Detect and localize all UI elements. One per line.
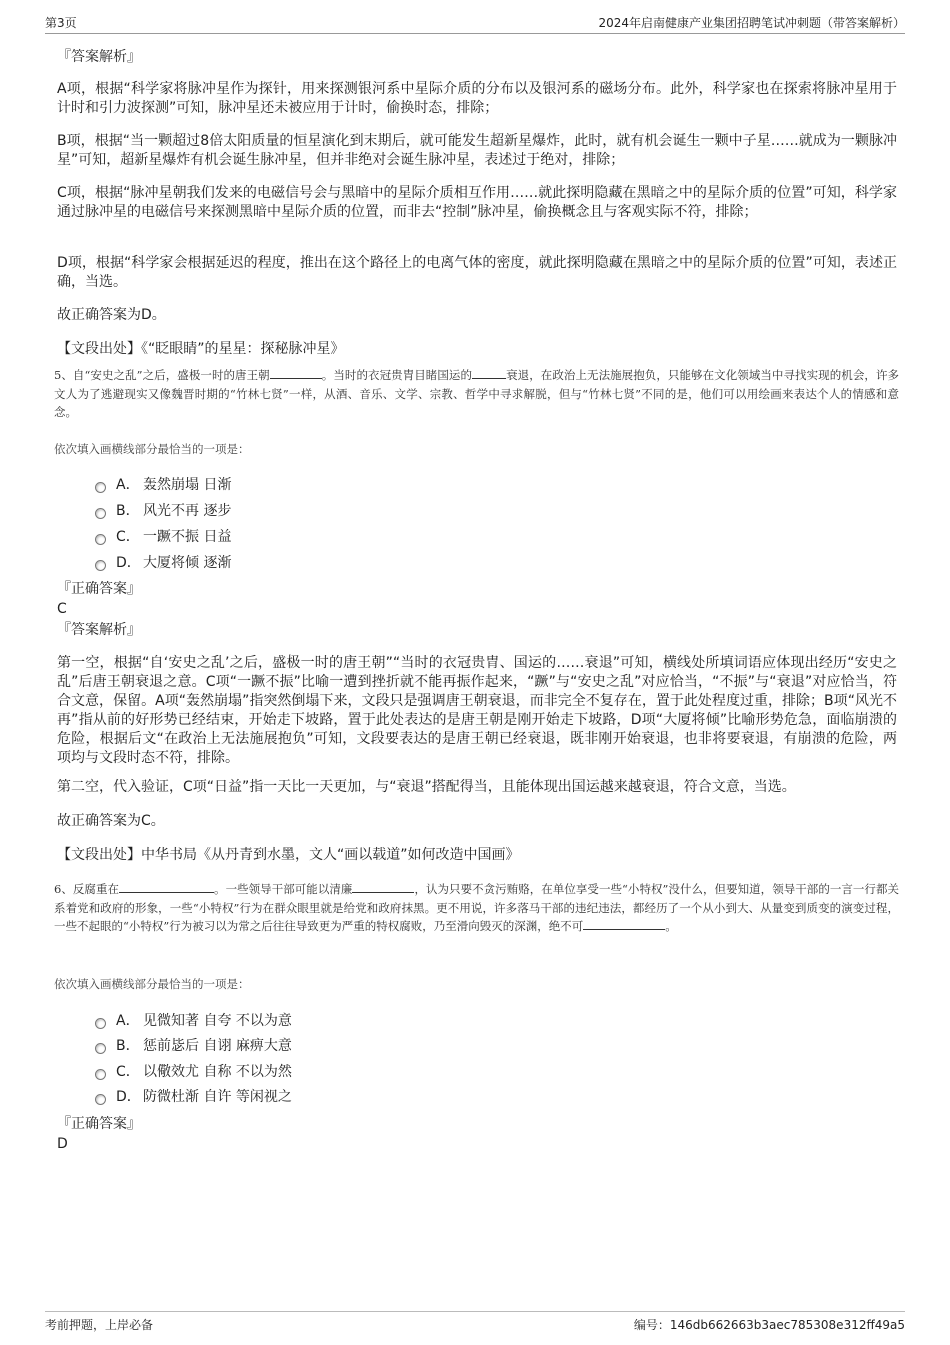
radio-icon[interactable] [95, 1069, 106, 1080]
answer-explanation-tag: 『答案解析』 [57, 49, 141, 65]
page-footer [45, 1311, 905, 1333]
blank-1 [119, 881, 214, 893]
q5-option-d[interactable]: D． 大厦将倾 逐渐 [95, 552, 231, 572]
question-6-prompt: 依次填入画横线部分最恰当的一项是： [54, 977, 250, 991]
correct-answer-value: D [57, 1136, 68, 1152]
footer-slogan: 考前押题，上岸必备 [45, 1318, 154, 1332]
blank-3 [583, 918, 665, 930]
explanation-option-b: B项，根据“当一颗超过8倍太阳质量的恒星演化到末期后，就可能发生超新星爆炸，此时，就有机会诞生一颗中子星……就成为一颗脉冲星”可知，超新星爆炸有机会诞生脉冲星，但并非绝对会诞生脉冲星，表述过于绝对，排除； [57, 133, 897, 168]
q6-option-b[interactable]: B． 惩前毖后 自诩 麻痹大意 [95, 1035, 292, 1055]
correct-answer-statement: 故正确答案为C。 [57, 813, 165, 829]
radio-icon[interactable] [95, 1018, 106, 1029]
correct-answer-value: C [57, 601, 67, 617]
q5-option-a[interactable]: A． 轰然崩塌 日渐 [95, 474, 231, 494]
explanation-option-d: D项，根据“科学家会根据延迟的程度，推出在这个路径上的电离气体的密度，就此探明隐藏在黑暗之中的星际介质的位置”可知，表述正确，当选。 [57, 255, 897, 290]
explanation-blank-1: 第一空，根据“自‘安史之乱’之后，盛极一时的唐王朝”“当时的衣冠贵胄、国运的……衰退”可知，横线处所填词语应体现出经历“安史之乱”后唐王朝衰退之意。C项“一蹶不振”比喻一遭到挫折就不能再振作起来，“蹶”与“安史之乱”对应恰当，“不振”与“衰退”对应恰当，符合文意，保留。A项“轰然崩塌”指突然倒塌下来，文段只是强调唐王朝衰退，而非完全不复存在，置于此处程度过重，排除；B项“风光不再”指从前的好形势已经结束，开始走下坡路，置于此处表达的是唐王朝是刚开始走下坡路，D项“大厦将倾”比喻形势危急，面临崩溃的危险，根据后文“在政治上无法施展抱负”可知，文段要表达的是唐王朝已经衰退，既非刚开始衰退，也非将要衰退，有崩溃的危险，两项均与文段时态不符，排除。 [57, 655, 897, 766]
q6-option-c[interactable]: C． 以儆效尤 自称 不以为然 [95, 1061, 292, 1081]
radio-icon[interactable] [95, 1094, 106, 1105]
radio-icon[interactable] [95, 560, 106, 571]
question-6-text: 6、反腐重在 。一些领导干部可能以清廉 ，认为只要不贪污贿赂，在单位享受一些“小特权”没什么，但要知道，领导干部的一言一行都关系着党和政府的形象，一些“小特权”行为在群众眼里就是给党和政府抹黑。更不用说，许多落马干部的违纪违法，都经历了一个从小到大、从量变到质变的演变过程，一些不起眼的“小特权”行为被习以为常之后往往导致更为严重的特权腐败，乃至滑向毁灭的深渊，绝不可 。 [54, 882, 899, 933]
radio-icon[interactable] [95, 534, 106, 545]
explanation-option-c: C项，根据“脉冲星朝我们发来的电磁信号会与黑暗中的星际介质相互作用……就此探明隐藏在黑暗之中的星际介质的位置”可知，科学家通过脉冲星的电磁信号来探测黑暗中星际介质的位置，而非去“控制”脉冲星，偷换概念且与客观实际不符，排除； [57, 185, 897, 220]
passage-source: 【文段出处】中华书局《从丹青到水墨，文人“画以载道”如何改造中国画》 [57, 847, 520, 863]
page-number: 第3页 [45, 16, 77, 30]
blank-2 [472, 367, 506, 379]
page-header [45, 14, 905, 34]
blank-1 [270, 367, 322, 379]
passage-source: 【文段出处】《“眨眼睛”的星星：探秘脉冲星》 [57, 341, 345, 357]
correct-answer-statement: 故正确答案为D。 [57, 307, 166, 323]
document-id: 编号：146db662663b3aec785308e312ff49a5 [633, 1318, 905, 1332]
explanation-option-a: A项，根据“科学家将脉冲星作为探针，用来探测银河系中星际介质的分布以及银河系的磁场分布。此外，科学家也在探索将脉冲星用于计时和引力波探测”可知，脉冲星还未被应用于计时，偷换时态，排除； [57, 81, 897, 116]
document-title: 2024年启南健康产业集团招聘笔试冲刺题（带答案解析） [598, 16, 905, 30]
q6-option-d[interactable]: D． 防微杜渐 自许 等闲视之 [95, 1086, 292, 1106]
correct-answer-tag: 『正确答案』 [57, 1116, 141, 1132]
blank-2 [352, 881, 414, 893]
question-5-prompt: 依次填入画横线部分最恰当的一项是： [54, 442, 250, 456]
q5-option-b[interactable]: B． 风光不再 逐步 [95, 500, 231, 520]
correct-answer-tag: 『正确答案』 [57, 581, 141, 597]
answer-explanation-tag: 『答案解析』 [57, 622, 141, 638]
explanation-blank-2: 第二空，代入验证，C项“日益”指一天比一天更加，与“衰退”搭配得当，且能体现出国运越来越衰退，符合文意，当选。 [57, 779, 796, 795]
q6-option-a[interactable]: A． 见微知著 自夸 不以为意 [95, 1010, 292, 1030]
q5-option-c[interactable]: C． 一蹶不振 日益 [95, 526, 231, 546]
radio-icon[interactable] [95, 508, 106, 519]
radio-icon[interactable] [95, 482, 106, 493]
question-5-text: 5、自“安史之乱”之后，盛极一时的唐王朝 。当时的衣冠贵胄目睹国运的 衰退，在政治上无法施展抱负，只能够在文化领域当中寻找实现的机会，许多文人为了逃避现实又像魏晋时期的“竹林七贤”一样，从酒、音乐、文学、宗教、哲学中寻求解脱，但与“竹林七贤”不同的是，他们可以用绘画来表达个人的情感和意念。 [54, 368, 900, 419]
radio-icon[interactable] [95, 1043, 106, 1054]
